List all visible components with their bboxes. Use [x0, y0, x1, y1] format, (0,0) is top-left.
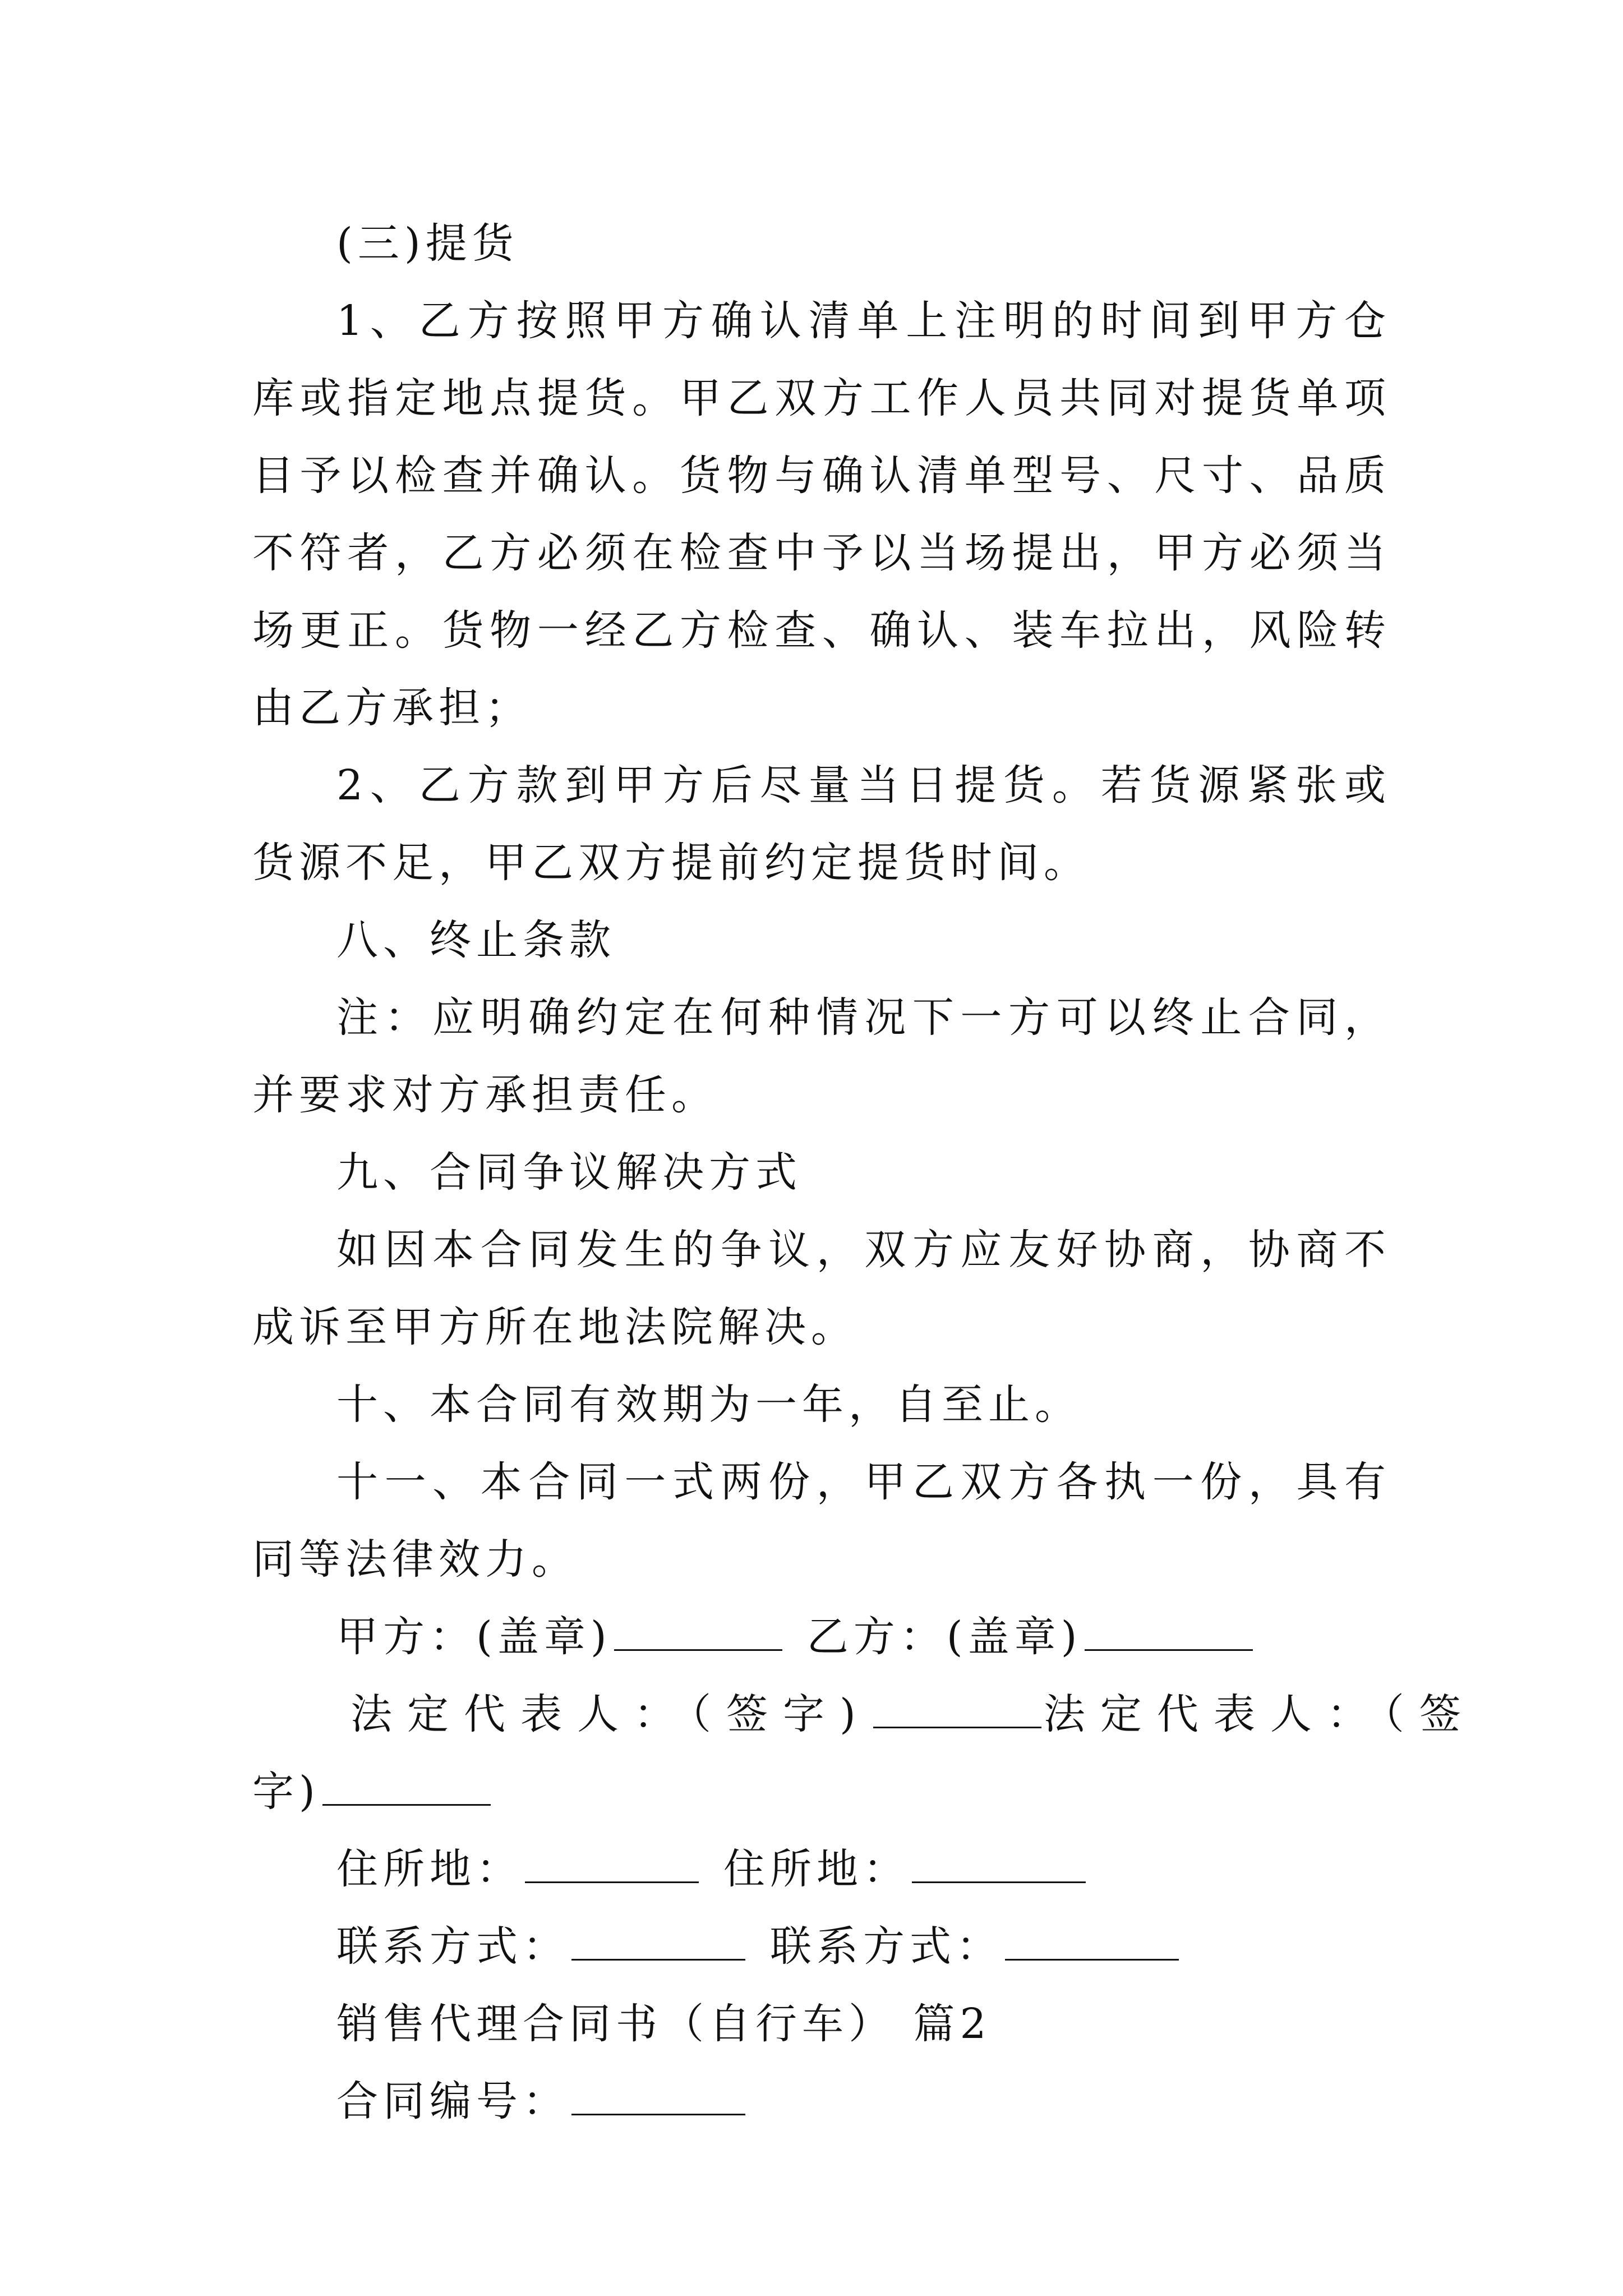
legal-rep-b-label-cont: 字) [252, 1768, 320, 1816]
party-b-seal-label: 乙方：(盖章) [806, 1613, 1082, 1661]
legal-rep-b-blank [322, 1763, 491, 1806]
party-a-seal-label: 甲方：(盖章) [336, 1613, 612, 1661]
note-termination: 注：应明确约定在何种情况下一方可以终止合同，并要求对方承担责任。 [252, 993, 1391, 1119]
contract-number-blank [571, 2072, 745, 2115]
contact-b-label: 联系方式： [770, 1922, 1003, 1971]
party-b-seal-blank [1085, 1608, 1253, 1651]
address-a-label: 住所地： [336, 1845, 523, 1893]
legal-rep-a-blank [873, 1685, 1041, 1728]
document-body [252, 205, 1476, 2140]
address-a-blank [525, 1840, 699, 1883]
contact-b-blank [1005, 1917, 1179, 1961]
contact-a-label: 联系方式： [336, 1922, 569, 1971]
clause-copies: 十一、本合同一式两份，甲乙双方各执一份，具有同等法律效力。 [252, 1458, 1391, 1584]
signature-seal-row [252, 1598, 1391, 1676]
heading-dispute: 九、合同争议解决方式 [336, 1148, 802, 1197]
paragraph-pickup-2: 2、乙方款到甲方后尽量当日提货。若货源紧张或货源不足，甲乙双方提前约定提货时间。 [252, 761, 1391, 887]
next-contract-title: 销售代理合同书（自行车） 篇2 [336, 2000, 992, 2048]
contract-number-label: 合同编号： [336, 2077, 569, 2125]
address-b-label: 住所地： [723, 1845, 910, 1893]
heading-termination: 八、终止条款 [336, 916, 616, 964]
paragraph-dispute: 如因本合同发生的争议，双方应友好协商，协商不成诉至甲方所在地法院解决。 [252, 1226, 1391, 1351]
legal-rep-a-label: 法定代表人：（签字) [351, 1690, 871, 1738]
legal-rep-b-label: 法定代表人：（签 [1043, 1690, 1476, 1738]
contact-a-blank [571, 1917, 745, 1961]
party-a-seal-blank [614, 1608, 782, 1651]
legal-rep-continued-row [252, 1753, 1391, 1830]
section-heading: (三)提货 [336, 219, 519, 268]
legal-rep-row [252, 1676, 1476, 1753]
paragraph-pickup-1: 1、乙方按照甲方确认清单上注明的时间到甲方仓库或指定地点提货。甲乙双方工作人员共同对提货单项目予以检查并确认。货物与确认清单型号、尺寸、品质不符者，乙方必须在检查中予以当场提出，甲方必须当场更正。货物一经乙方检查、确认、装车拉出，风险转由乙方承担； [252, 297, 1391, 732]
contact-row [252, 1908, 1391, 1985]
clause-validity: 十、本合同有效期为一年，自至止。 [336, 1381, 1081, 1429]
address-b-blank [912, 1840, 1086, 1883]
contract-number-row [252, 2063, 1391, 2140]
address-row [252, 1830, 1391, 1908]
